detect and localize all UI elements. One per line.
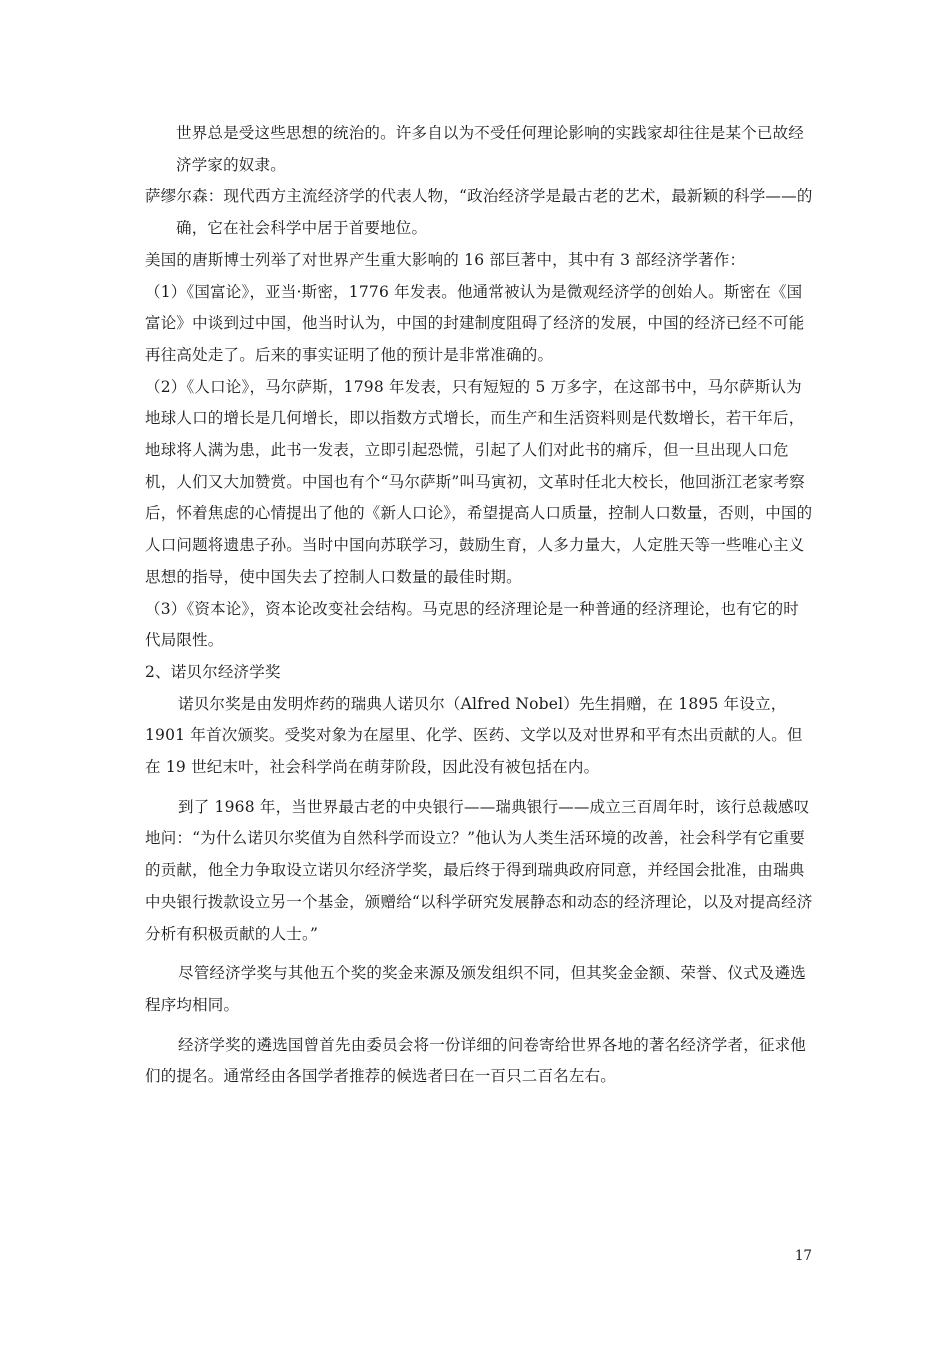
paragraph-wealth-of-nations: （1）《国富论》，亚当·斯密，1776 年发表。他通常被认为是微观经济学的创始人。斯密在《国富论》中谈到过中国，他当时认为，中国的封建制度阻碍了经济的发展，中国的经济已经不可能再往高处走了。后来的事实证明了他的预计是非常准确的。 <box>145 282 805 364</box>
paragraph-downs-intro: 美国的唐斯博士列举了对世界产生重大影响的 16 部巨著中，其中有 3 部经济学著作： <box>145 250 746 269</box>
paragraph-economics-prize-1968: 到了 1968 年，当世界最古老的中央银行——瑞典银行——成立三百周年时，该行总裁感叹地问：“为什么诺贝尔奖值为自然科学而设立？”他认为人类生活环境的改善，社会科学有它重要的贡献，他全力争取设立诺贝尔经济学奖，最后终于得到瑞典政府同意，并经国会批准，由瑞典中央银行拨款设立另一个基金，颁赠给“以科学研究发展静态和动态的经济理论，以及对提高经济分析有积极贡献的人士。” <box>145 797 813 943</box>
body-text <box>145 118 813 1093</box>
paragraph-prize-equivalence: 尽管经济学奖与其他五个奖的奖金来源及颁发组织不同，但其奖金金额、荣誉、仪式及遴选程序均相同。 <box>145 964 807 1014</box>
paragraph-das-kapital: （3）《资本论》，资本论改变社会结构。马克思的经济理论是一种普通的经济理论，也有它的时代局限性。 <box>145 599 799 650</box>
paragraph-selection-process: 经济学奖的遴选国曾首先由委员会将一份详细的问卷寄给世界各地的著名经济学者，征求他们的提名。通常经由各国学者推荐的候选者曰在一百只二百名左右。 <box>145 1035 807 1086</box>
paragraph-nobel-origin: 诺贝尔奖是由发明炸药的瑞典人诺贝尔（Alfred Nobel）先生捐赠，在 1895 年设立，1901 年首次颁奖。受奖对象为在屋里、化学、医药、文学以及对世界和平有杰出贡献的人。但在 19 世纪末叶，社会科学尚在萌芽阶段，因此没有被包括在内。 <box>145 694 803 777</box>
paragraph-essay-on-population: （2）《人口论》，马尔萨斯，1798 年发表，只有短短的 5 万多字，在这部书中，马尔萨斯认为地球人口的增长是几何增长，即以指数方式增长，而生产和生活资料则是代数增长，若干年后，地球将人满为患，此书一发表，立即引起恐慌，引起了人们对此书的痛斥，但一旦出现人口危机，人们又大加赞赏。中国也有个“马尔萨斯”叫马寅初，文革时任北大校长，他回浙江老家考察后，怀着焦虑的心情提出了他的《新人口论》，希望提高人口质量，控制人口数量，否则，中国的人口问题将遗患子孙。当时中国向苏联学习，鼓励生育，人多力量大，人定胜天等一些唯心主义思想的指导，使中国失去了控制人口数量的最佳时期。 <box>145 377 813 586</box>
paragraph-samuelson: 萨缪尔森：现代西方主流经济学的代表人物，“政治经济学是最古老的艺术，最新颖的科学——的确，它在社会科学中居于首要地位。 <box>145 187 813 238</box>
page-number: 17 <box>794 1248 812 1264</box>
paragraph-keynes-quote-end: 世界总是受这些思想的统治的。许多自以为不受任何理论影响的实践家却往往是某个已故经济学家的奴隶。 <box>176 124 805 174</box>
section-heading-nobel-prize: 2、诺贝尔经济学奖 <box>145 662 281 681</box>
